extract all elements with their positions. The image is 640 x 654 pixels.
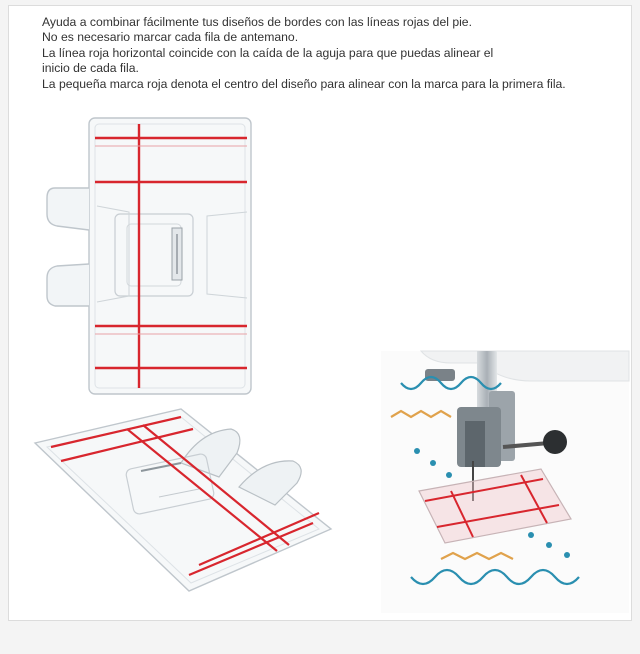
description-line: Ayuda a combinar fácilmente tus diseños de bordes con las líneas rojas del pie. xyxy=(42,15,472,29)
description-line: No es necesario marcar cada fila de antemano. xyxy=(42,30,299,45)
sewing-machine-photo-icon xyxy=(381,351,629,613)
presser-foot-perspective-icon xyxy=(31,401,341,601)
description-line: La pequeña marca roja denota el centro del diseño para alinear con la marca para la primera fila. xyxy=(42,76,566,91)
presser-foot-top-icon xyxy=(37,116,257,401)
description-line: inicio de cada fila. xyxy=(42,61,139,76)
description-line: La línea roja horizontal coincide con la caída de la aguja para que puedas alinear el xyxy=(42,45,494,60)
description-text xyxy=(42,15,622,92)
product-info-card xyxy=(8,5,632,621)
